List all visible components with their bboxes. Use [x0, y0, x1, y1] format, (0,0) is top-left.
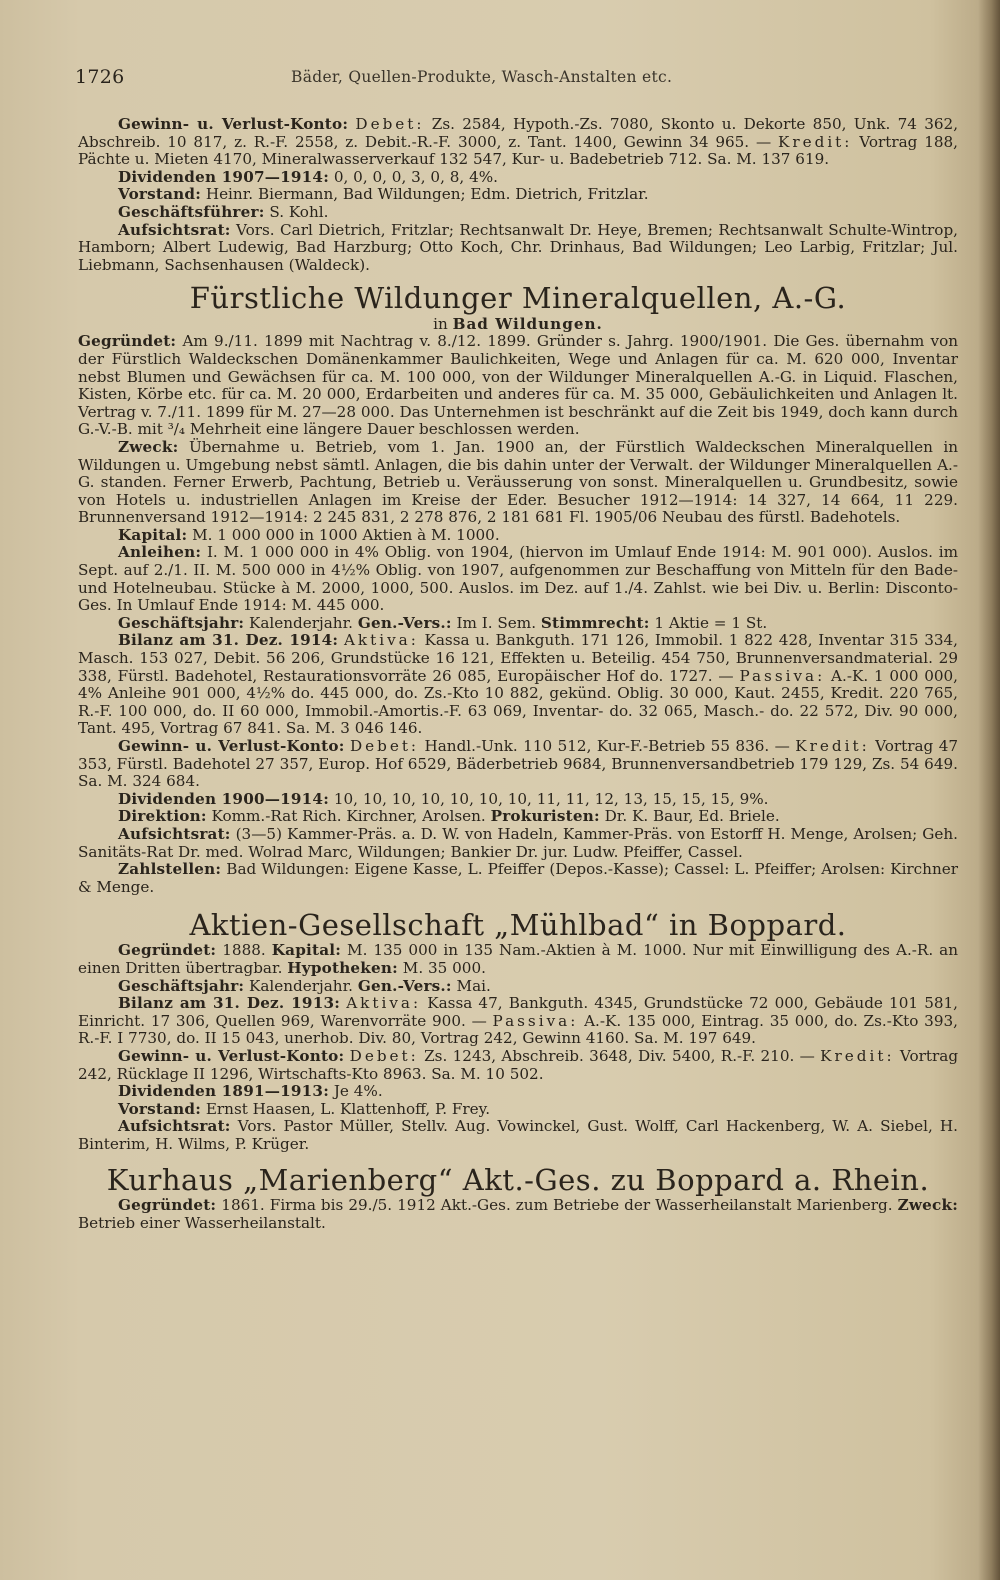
supervisory-board-1: Aufsichtsrat: Vors. Carl Dietrich, Fritzlar; Rechtsanwalt Dr. Heye, Bremen; Rechtsanwalt Schulte-Wintrop, Hamborn; Albert Ludewig, Bad Harzburg; Otto Koch, Chr. Drinhaus, Bad Wildungen; Leo Larbig, Fritzlar; Jul. Liebmann, Sachsenhausen (Waldeck).: [78, 220, 959, 274]
dividends-2: Dividenden 1900—1914: 10, 10, 10, 10, 10, 10, 10, 11, 11, 12, 13, 15, 15, 15, 9%.: [118, 789, 769, 808]
company-title-marienberg: Kurhaus „Marienberg“ Akt.-Ges. zu Boppard a. Rhein.: [106, 1163, 930, 1198]
guv-3: Gewinn- u. Verlust-Konto: Debet: Zs. 1243, Abschreib. 3648, Div. 5400, R.-F. 210. — Kredit: Vortrag 242, Rücklage II 1296, Wirtschafts-Kto 8963. Sa. M. 10 502.: [78, 1046, 959, 1083]
board-1: Vorstand: Heinr. Biermann, Bad Wildungen; Edm. Dietrich, Fritzlar.: [118, 185, 649, 204]
founded-4: Gegründet: 1861. Firma bis 29./5. 1912 Akt.-Ges. zum Betriebe der Wasserheilanstalt Marienberg. Zweck: Betrieb einer Wasserheilanstalt.: [78, 1196, 958, 1233]
balance-2: Bilanz am 31. Dez. 1914: Aktiva: Kassa u. Bankguth. 171 126, Immobil. 1 822 428, Inventar 315 334, Masch. 153 027, Debit. 56 206, Grundstücke 16 121, Effekten u. Beteilig. 454 750, Brunnenversandmaterial. 29 338, Fürstl. Badehotel, Restaurationsvorräte 26 085, Europäischer Hof do. 1727. — Passiva: A.-K. 1 000 000, 4% Anleihe 901 000, 4½% do. 445 000, do. Zs.-Kto 10 882, gekünd. Oblig. 30 000, Kaut. 2455, Kredit. 220 765, R.-F. 100 000, do. II 60 000, Immobil.-Amortis.-F. 63 069, Inventar- do. 32 065, Masch.- do. 22 572, Div. 90 000, Tant. 495, Vortrag 67 841. Sa. M. 3 046 146.: [78, 631, 959, 738]
guv-2: Gewinn- u. Verlust-Konto: Debet: Handl.-Unk. 110 512, Kur-F.-Betrieb 55 836. — Kredit: Vortrag 47 353, Fürstl. Badehotel 27 357, Europ. Hof 6529, Bäderbetrieb 9684, Brunnenversandbetrieb 179 129, Zs. 54 649. Sa. M. 324 684.: [78, 737, 959, 791]
dividends-3: Dividenden 1891—1913: Je 4%.: [118, 1082, 383, 1101]
page-edge-shadow: [978, 0, 1000, 1580]
bonds-2: Anleihen: I. M. 1 000 000 in 4% Oblig. von 1904, (hiervon im Umlauf Ende 1914: M. 901 000). Auslos. im Sept. auf 2./1. II. M. 500 000 in 4½% Oblig. von 1907, aufgenommen zur Beschaffung von Mitteln für den Bade- und Hotelneubau. Stücke à M. 2000, 1000, 500. Auslos. im Dez. auf 1./4. Zahlst. wie bei Div. u. Berlin: Disconto-Ges. In Umlauf Ende 1914: M. 445 000.: [78, 543, 958, 615]
guv-paragraph-1: Gewinn- u. Verlust-Konto: Debet: Zs. 2584, Hypoth.-Zs. 7080, Skonto u. Dekorte 850, Unk. 74 362, Abschreib. 10 817, z. R.-F. 2558, z. Debit.-R.-F. 3000, z. Tant. 1400, Gewinn 34 965. — Kredit: Vortrag 188, Pächte u. Mieten 4170, Mineralwasserverkauf 132 547, Kur- u. Badebetrieb 712. Sa. M. 137 619.: [78, 115, 959, 169]
founded-3: Gegründet: 1888. Kapital: M. 135 000 in 135 Nam.-Aktien à M. 1000. Nur mit Einwilligung des A.-R. an einen Dritten übertragbar. Hypotheken: M. 35 000.: [78, 941, 959, 977]
running-title: Bäder, Quellen-Produkte, Wasch-Anstalten etc.: [291, 68, 673, 86]
supervisory-board-2: Aufsichtsrat: (3—5) Kammer-Präs. a. D. W. von Hadeln, Kammer-Präs. von Estorff H. Menge, Arolsen; Geh. Sanitäts-Rat Dr. med. Wolrad Marc, Wildungen; Bankier Dr. jur. Ludw. Pfeiffer, Cassel.: [78, 824, 958, 861]
fiscal-year-3: Geschäftsjahr: Kalenderjahr. Gen.-Vers.: Mai.: [118, 976, 491, 995]
company-location-wildunger: in Bad Wildungen.: [433, 315, 603, 334]
fiscal-year-2: Geschäftsjahr: Kalenderjahr. Gen.-Vers.: Im I. Sem. Stimmrecht: 1 Aktie = 1 St.: [118, 613, 768, 632]
manager-1: Geschäftsführer: S. Kohl.: [118, 202, 329, 221]
page-number: 1726: [75, 66, 125, 88]
page-header: [75, 66, 955, 94]
company-title-wildunger: Fürstliche Wildunger Mineralquellen, A.-G.: [189, 281, 847, 316]
page-content: [78, 116, 958, 1233]
supervisory-board-3: Aufsichtsrat: Vors. Pastor Müller, Stellv. Aug. Vowinckel, Gust. Wolff, Carl Hackenberg, W. A. Siebel, H. Binterim, H. Wilms, P. Krüger.: [78, 1117, 958, 1153]
directors-2: Direktion: Komm.-Rat Rich. Kirchner, Arolsen. Prokuristen: Dr. K. Baur, Ed. Briele.: [118, 807, 780, 826]
board-3: Vorstand: Ernst Haasen, L. Klattenhoff, P. Frey.: [118, 1099, 491, 1118]
company-title-muehlbad: Aktien-Gesellschaft „Mühlbad“ in Boppard.: [189, 908, 847, 943]
capital-2: Kapital: M. 1 000 000 in 1000 Aktien à M. 1000.: [118, 525, 500, 544]
balance-3: Bilanz am 31. Dez. 1913: Aktiva: Kassa 47, Bankguth. 4345, Grundstücke 72 000, Gebäude 101 581, Einricht. 17 306, Quellen 969, Warenvorräte 900. — Passiva: A.-K. 135 000, Eintrag. 35 000, do. Zs.-Kto 393, R.-F. I 7730, do. II 15 043, unerhob. Div. 80, Vortrag 242, Gewinn 4160. Sa. M. 197 649.: [78, 994, 959, 1048]
paying-agents-2: Zahlstellen: Bad Wildungen: Eigene Kasse, L. Pfeiffer (Depos.-Kasse); Cassel: L. Pfeiffer; Arolsen: Kirchner & Menge.: [78, 860, 958, 896]
founded-2: Gegründet: Am 9./11. 1899 mit Nachtrag v. 8./12. 1899. Gründer s. Jahrg. 1900/1901. Die Ges. übernahm von der Fürstlich Waldeckschen Domänenkammer Baulichkeiten, Wege und Anlagen für ca. M. 620 000, Inventar nebst Blumen und Gewächsen für ca. M. 100 000, von der Wildunger Mineralquellen A.-G. in Liquid. Flaschen, Kisten, Körbe etc. für ca. M. 20 000, Erdarbeiten und anderes für ca. M. 35 000, Gebäulichkeiten und Anlagen lt. Vertrag v. 7./11. 1899 für M. 27—28 000. Das Unternehmen ist beschränkt auf die Zeit bis 1949, doch kann durch G.-V.-B. mit ³/₄ Mehrheit eine längere Dauer beschlossen werden.: [78, 332, 958, 439]
dividends-1: Dividenden 1907—1914: 0, 0, 0, 0, 3, 0, 8, 4%.: [118, 167, 498, 186]
purpose-2: Zweck: Übernahme u. Betrieb, vom 1. Jan. 1900 an, der Fürstlich Waldeckschen Mineralquellen in Wildungen u. Umgebung nebst sämtl. Anlagen, die bis dahin unter der Verwalt. der Wildunger Mineralquellen A.-G. standen. Ferner Erwerb, Pachtung, Betrieb u. Veräusserung von sonst. Mineralquellen u. Grundbesitz, sowie von Hotels u. industriellen Anlagen im Kreise der Eder. Besucher 1912—1914: 14 327, 14 664, 11 229. Brunnenversand 1912—1914: 2 245 831, 2 278 876, 2 181 681 Fl. 1905/06 Neubau des fürstl. Badehotels.: [78, 437, 959, 527]
